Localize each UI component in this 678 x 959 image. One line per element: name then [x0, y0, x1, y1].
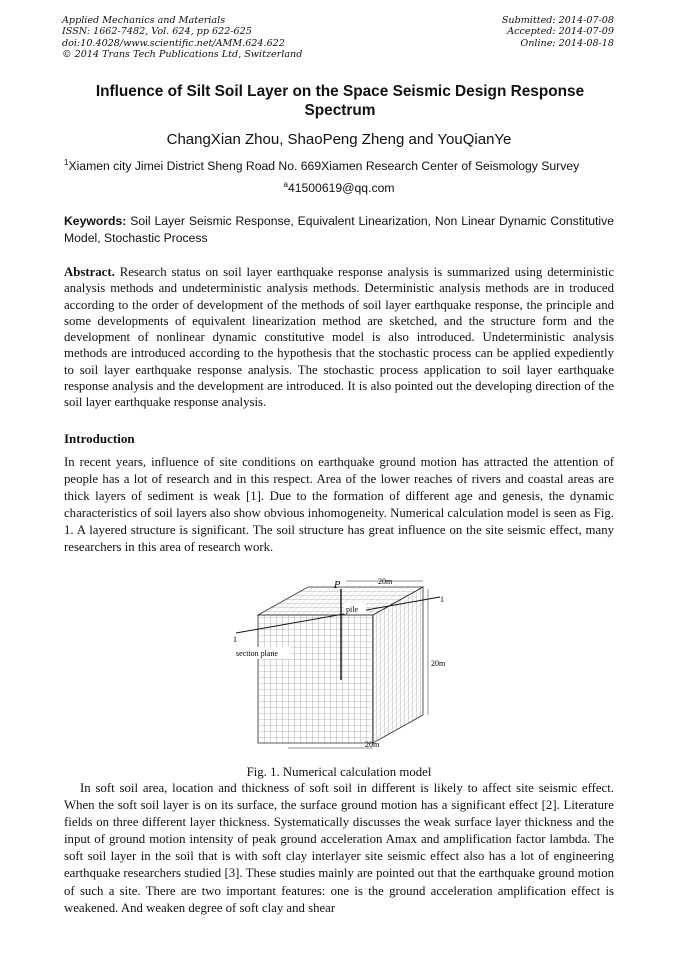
journal-issn: ISSN: 1662-7482, Vol. 624, pp 622-625 — [62, 26, 252, 38]
keywords-text: Soil Layer Seismic Response, Equivalent Linearization, Non Linear Dynamic Constitutive Model, Stochastic Process — [64, 214, 614, 245]
label-top-20m: 20m — [378, 577, 393, 586]
paper-title: Influence of Silt Soil Layer on the Space Seismic Design Response Spectrum — [95, 83, 585, 119]
keywords — [64, 213, 614, 246]
abstract-text: Research status on soil layer earthquake response analysis is summarized using deterministic analysis methods and undeterministic analysis methods. Deterministic analysis methods are in troduced according to the order of development of the methods of soil layer earthquake response, the principle and some developments of equivalent linearization method are sketched, and the structure form and the development of nonlinear dynamic constitutive model is also introduced. Undeterministic analysis methods are introduced according to the hypothesis that the stochastic process can be applied expediently to soil layer earthquake response analysis. The stochastic process application to soil layer earthquake response analysis and the development are introduced. It is also pointed out the developing direction of the soil layer earthquake response analysis. — [64, 265, 614, 410]
journal-doi: doi:10.4028/www.scientific.net/AMM.624.622 — [62, 37, 285, 49]
affiliation-text: Xiamen city Jimei District Sheng Road No. 669Xiamen Research Center of Seismology Survey — [68, 159, 580, 173]
figure-caption: Fig. 1. Numerical calculation model — [246, 765, 432, 779]
submitted-date: Submitted: 2014-07-08 — [501, 15, 614, 26]
author-1: ChangXian Zhou — [166, 131, 280, 148]
cube-front-face — [258, 615, 373, 743]
introduction-heading: Introduction — [64, 431, 135, 446]
label-bottom-20m: 20m — [365, 740, 380, 749]
label-one-right: 1 — [440, 595, 444, 604]
affiliation-mark: 1 — [64, 158, 69, 167]
journal-header-left — [62, 15, 302, 61]
author-separator: , — [279, 131, 288, 148]
author-list — [0, 131, 678, 148]
journal-copyright: © 2014 Trans Tech Publications Ltd, Switzerland — [62, 49, 303, 61]
figure-numerical-model — [228, 575, 453, 755]
introduction-paragraph-1: In recent years, influence of site conditions on earthquake ground motion has attracted the attention of people has a lot of research and in this respect. Area of the lower reaches of rivers and coastal areas are thick layers of sediment is weak [1]. Due to the formation of different age and genesis, the dynamic characteristics of soil layers also show obvious inhomogeneity. Numerical calculation model is seen as Fig. 1. A layered structure is significant. The soil structure has great influence on the site seismic effect, many researchers in this area of research work. — [64, 455, 614, 554]
introduction-paragraph-2: In soft soil area, location and thickness of soft soil in different is likely to affect site seismic effect. When the soft soil layer is on its surface, the surface ground motion has a significant effect [2]. Literature fields on three different layer thickness. Systematically discusses the weak surface layer thickness and the input of ground motion intensity of peak ground acceleration Amax and amplification factor lambda. The soft soil layer in the soil that is with soft clay interlayer site seismic effect also has a lot of engineering earthquake researchers studied [3]. These studies mainly are pointed out that the earthquake ground motion of such a site. There are two important features: one is the ground acceleration amplification effect is weakened. And weaken degree of soft clay and shear — [64, 781, 614, 915]
email-mark: a — [283, 180, 288, 189]
author-and: and — [408, 131, 438, 148]
cube-side-face — [373, 587, 423, 743]
keywords-label: Keywords: — [64, 214, 127, 228]
label-right-20m: 20m — [431, 659, 446, 668]
author-2: ShaoPeng Zheng — [287, 131, 405, 148]
email-text: 41500619@qq.com — [287, 181, 395, 195]
accepted-date: Accepted: 2014-07-09 — [507, 26, 614, 38]
label-section-plane: section plane — [236, 649, 278, 658]
abstract — [64, 264, 614, 411]
abstract-label: Abstract. — [64, 265, 115, 279]
affiliation — [64, 158, 579, 173]
author-email — [0, 180, 678, 195]
journal-name: Applied Mechanics and Materials — [62, 15, 226, 26]
author-3: YouQianYe — [437, 131, 512, 148]
label-one-left: 1 — [233, 635, 237, 644]
label-p: P — [334, 581, 341, 591]
online-date: Online: 2014-08-18 — [520, 37, 614, 49]
journal-header-right — [502, 15, 614, 49]
label-pile: pile — [346, 605, 358, 614]
